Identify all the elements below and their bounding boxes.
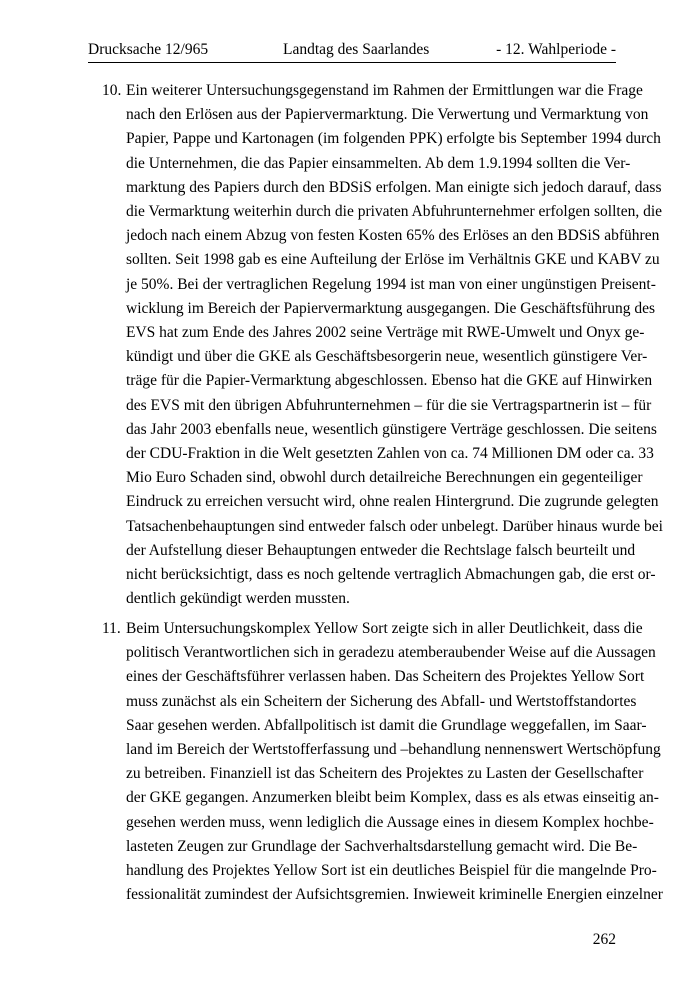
- text-line: nicht berücksichtigt, dass es noch geltende vertraglich Abmachungen gab, die erst or-: [126, 566, 656, 583]
- text-line: lasteten Zeugen zur Grundlage der Sachverhaltsdarstellung gemacht wird. Die Be-: [126, 837, 638, 855]
- text-line: nach den Erlösen aus der Papiervermarktung. Die Verwertung und Vermarktung von: [126, 106, 649, 124]
- text-line: des EVS mit den übrigen Abfuhrunternehmen – für die sie Vertragspartnerin ist – für: [126, 396, 652, 414]
- text-line: eines der Geschäftsführer verlassen haben. Das Scheitern des Projektes Yellow Sort: [126, 668, 645, 686]
- text-line: der Aufstellung dieser Behauptungen entweder die Rechtslage falsch beurteilt und: [126, 541, 636, 559]
- text-line: Saar gesehen werden. Abfallpolitisch ist damit die Grundlage weggefallen, im Saar-: [126, 716, 647, 734]
- paragraph-number: 10.: [102, 82, 122, 99]
- paragraph-number: 11.: [102, 620, 121, 637]
- text-line: die Vermarktung weiterhin durch die privaten Abfuhrunternehmer erfolgen sollten, die: [126, 203, 663, 220]
- text-line: kündigt und über die GKE als Geschäftsbesorgerin neue, wesentlich günstigere Ver-: [126, 348, 648, 366]
- text-line: Mio Euro Schaden sind, obwohl durch detailreiche Berechnungen ein gegenteiliger: [126, 469, 643, 487]
- text-line: das Jahr 2003 ebenfalls neue, wesentlich günstigere Verträge geschlossen. Die seitens: [126, 420, 657, 438]
- text-line: der GKE gegangen. Anzumerken bleibt beim Komplex, dass es als etwas einseitig an-: [126, 789, 659, 807]
- text-line: dentlich gekündigt werden mussten.: [126, 590, 350, 608]
- text-line: Tatsachenbehauptungen sind entweder falsch oder unbelegt. Darüber hinaus wurde bei: [126, 517, 663, 535]
- text-line: wicklung im Bereich der Papiervermarktung ausgegangen. Die Geschäftsführung des: [126, 299, 655, 317]
- text-line: EVS hat zum Ende des Jahres 2002 seine Verträge mit RWE-Umwelt und Onyx ge-: [126, 324, 645, 341]
- page-header: [88, 40, 616, 63]
- text-line: Ein weiterer Untersuchungsgegenstand im Rahmen der Ermittlungen war die Frage: [126, 82, 643, 99]
- text-line: zu betreiben. Finanziell ist das Scheitern des Projektes zu Lasten der Gesellschafter: [126, 765, 644, 783]
- text-line: gesehen werden muss, wenn lediglich die Aussage eines in diesem Komplex hochbe-: [126, 813, 654, 831]
- text-line: je 50%. Bei der vertraglichen Regelung 1994 ist man von einer ungünstigen Preisent-: [126, 275, 656, 293]
- header-parliament: Landtag des Saarlandes: [283, 41, 430, 58]
- page-number: 262: [592, 931, 616, 948]
- text-line: sollten. Seit 1998 gab es eine Aufteilung der Erlöse im Verhältnis GKE und KABV zu: [126, 251, 660, 269]
- text-line: Beim Untersuchungskomplex Yellow Sort zeigte sich in aller Deutlichkeit, dass die: [126, 620, 643, 637]
- text-line: der CDU-Fraktion in die Welt gesetzten Zahlen von ca. 74 Millionen DM oder ca. 33: [126, 445, 654, 462]
- text-line: träge für die Papier-Vermarktung abgeschlossen. Ebenso hat die GKE auf Hinwirken: [126, 372, 653, 390]
- text-line: Eindruck zu erreichen versucht wird, ohne realen Hintergrund. Die zugrunde gelegten: [126, 493, 659, 511]
- text-line: handlung des Projektes Yellow Sort ist ein deutliches Beispiel für die mangelnde Pro-: [126, 862, 657, 879]
- text-line: muss zunächst als ein Scheitern der Sicherung des Abfall- und Wertstoffstandortes: [126, 692, 637, 710]
- text-line: marktung des Papiers durch den BDSiS erfolgen. Man einigte sich jedoch darauf, dass: [126, 178, 662, 196]
- text-line: Papier, Pappe und Kartonagen (im folgenden PPK) erfolgte bis September 1994 durch: [126, 130, 661, 148]
- header-document-number: Drucksache 12/965: [88, 41, 209, 58]
- header-legislative-period: - 12. Wahlperiode -: [496, 41, 616, 58]
- text-line: land im Bereich der Wertstofferfassung und –behandlung nennenswert Wertschöpfung: [126, 741, 661, 758]
- text-line: jedoch nach einem Abzug von festen Kosten 65% des Erlöses an den BDSiS abführen: [126, 227, 660, 245]
- text-line: politisch Verantwortlichen sich in geradezu atemberaubender Weise auf die Aussagen: [126, 644, 656, 662]
- text-line: fessionalität zumindest der Aufsichtsgremien. Inwieweit kriminelle Energien einzelner: [126, 886, 663, 904]
- text-line: die Unternehmen, die das Papier einsammelten. Ab dem 1.9.1994 sollten die Ver-: [126, 154, 631, 172]
